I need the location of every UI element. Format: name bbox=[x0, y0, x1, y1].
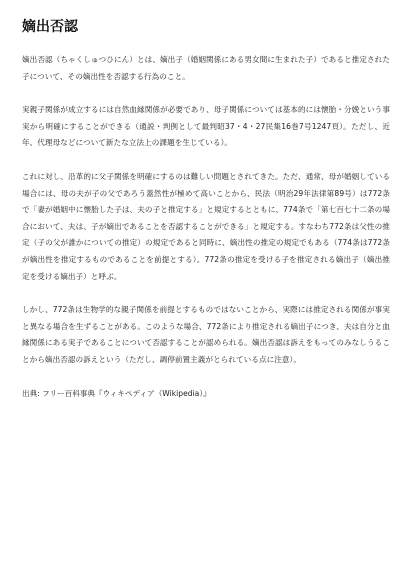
paragraph-denial-action: しかし、772条は生物学的な親子関係を前提とするものではないことから、実際には推定される関係が事実と異なる場合を生ずることがある。このような場合、772条により推定される嫡出子につき、夫は自分と血縁関係にある実子であることについて否認することが認められる。嫡出否認は訴えをもってのみなしうることから嫡出否認の訴えという（ただし、調停前置主義がとられている点に注意）。 bbox=[22, 305, 390, 364]
paragraph-maternity: 実親子関係が成立するには自然血縁関係が必要であり、母子関係については基本的には懐胎・分娩という事実から明確にすることができる（通説・判例として最判昭37・4・27民集16巻7号1247頁）。ただし、近年、代理母などについて新たな立法上の課題を生じている）。 bbox=[22, 105, 390, 148]
page-title: 嫡出否認 bbox=[22, 19, 78, 35]
paragraph-paternity-presumption: これに対し、沿革的に父子関係を明確にするのは難しい問題とされてきた。ただ、通常、母が婚姻している場合には、母の夫が子の父であろう蓋然性が極めて高いことから、民法（明治29年法律第89号）は772条で「妻が婚姻中に懐胎した子は、夫の子と推定する」と規定するとともに、774条で「第七百七十二条の場合において、夫は、子が嫡出であることを否認することができる」と規定する。すなわち772条は父性の推定（子の父が誰かについての推定）の規定であると同時に、嫡出性の推定の規定でもある（774条は772条が嫡出性を推定するものであることを前提とする）。772条の推定を受ける子を推定される嫡出子（嫡出推定を受ける嫡出子）と呼ぶ。 bbox=[22, 171, 390, 281]
source-citation: 出典: フリー百科事典『ウィキペディア（Wikipedia）』 bbox=[22, 388, 211, 398]
paragraph-definition: 嫡出否認（ちゃくしゅつひにん）とは、嫡出子（婚姻関係にある男女間に生まれた子）であると推定された子について、その嫡出性を否認する行為のこと。 bbox=[22, 55, 390, 81]
